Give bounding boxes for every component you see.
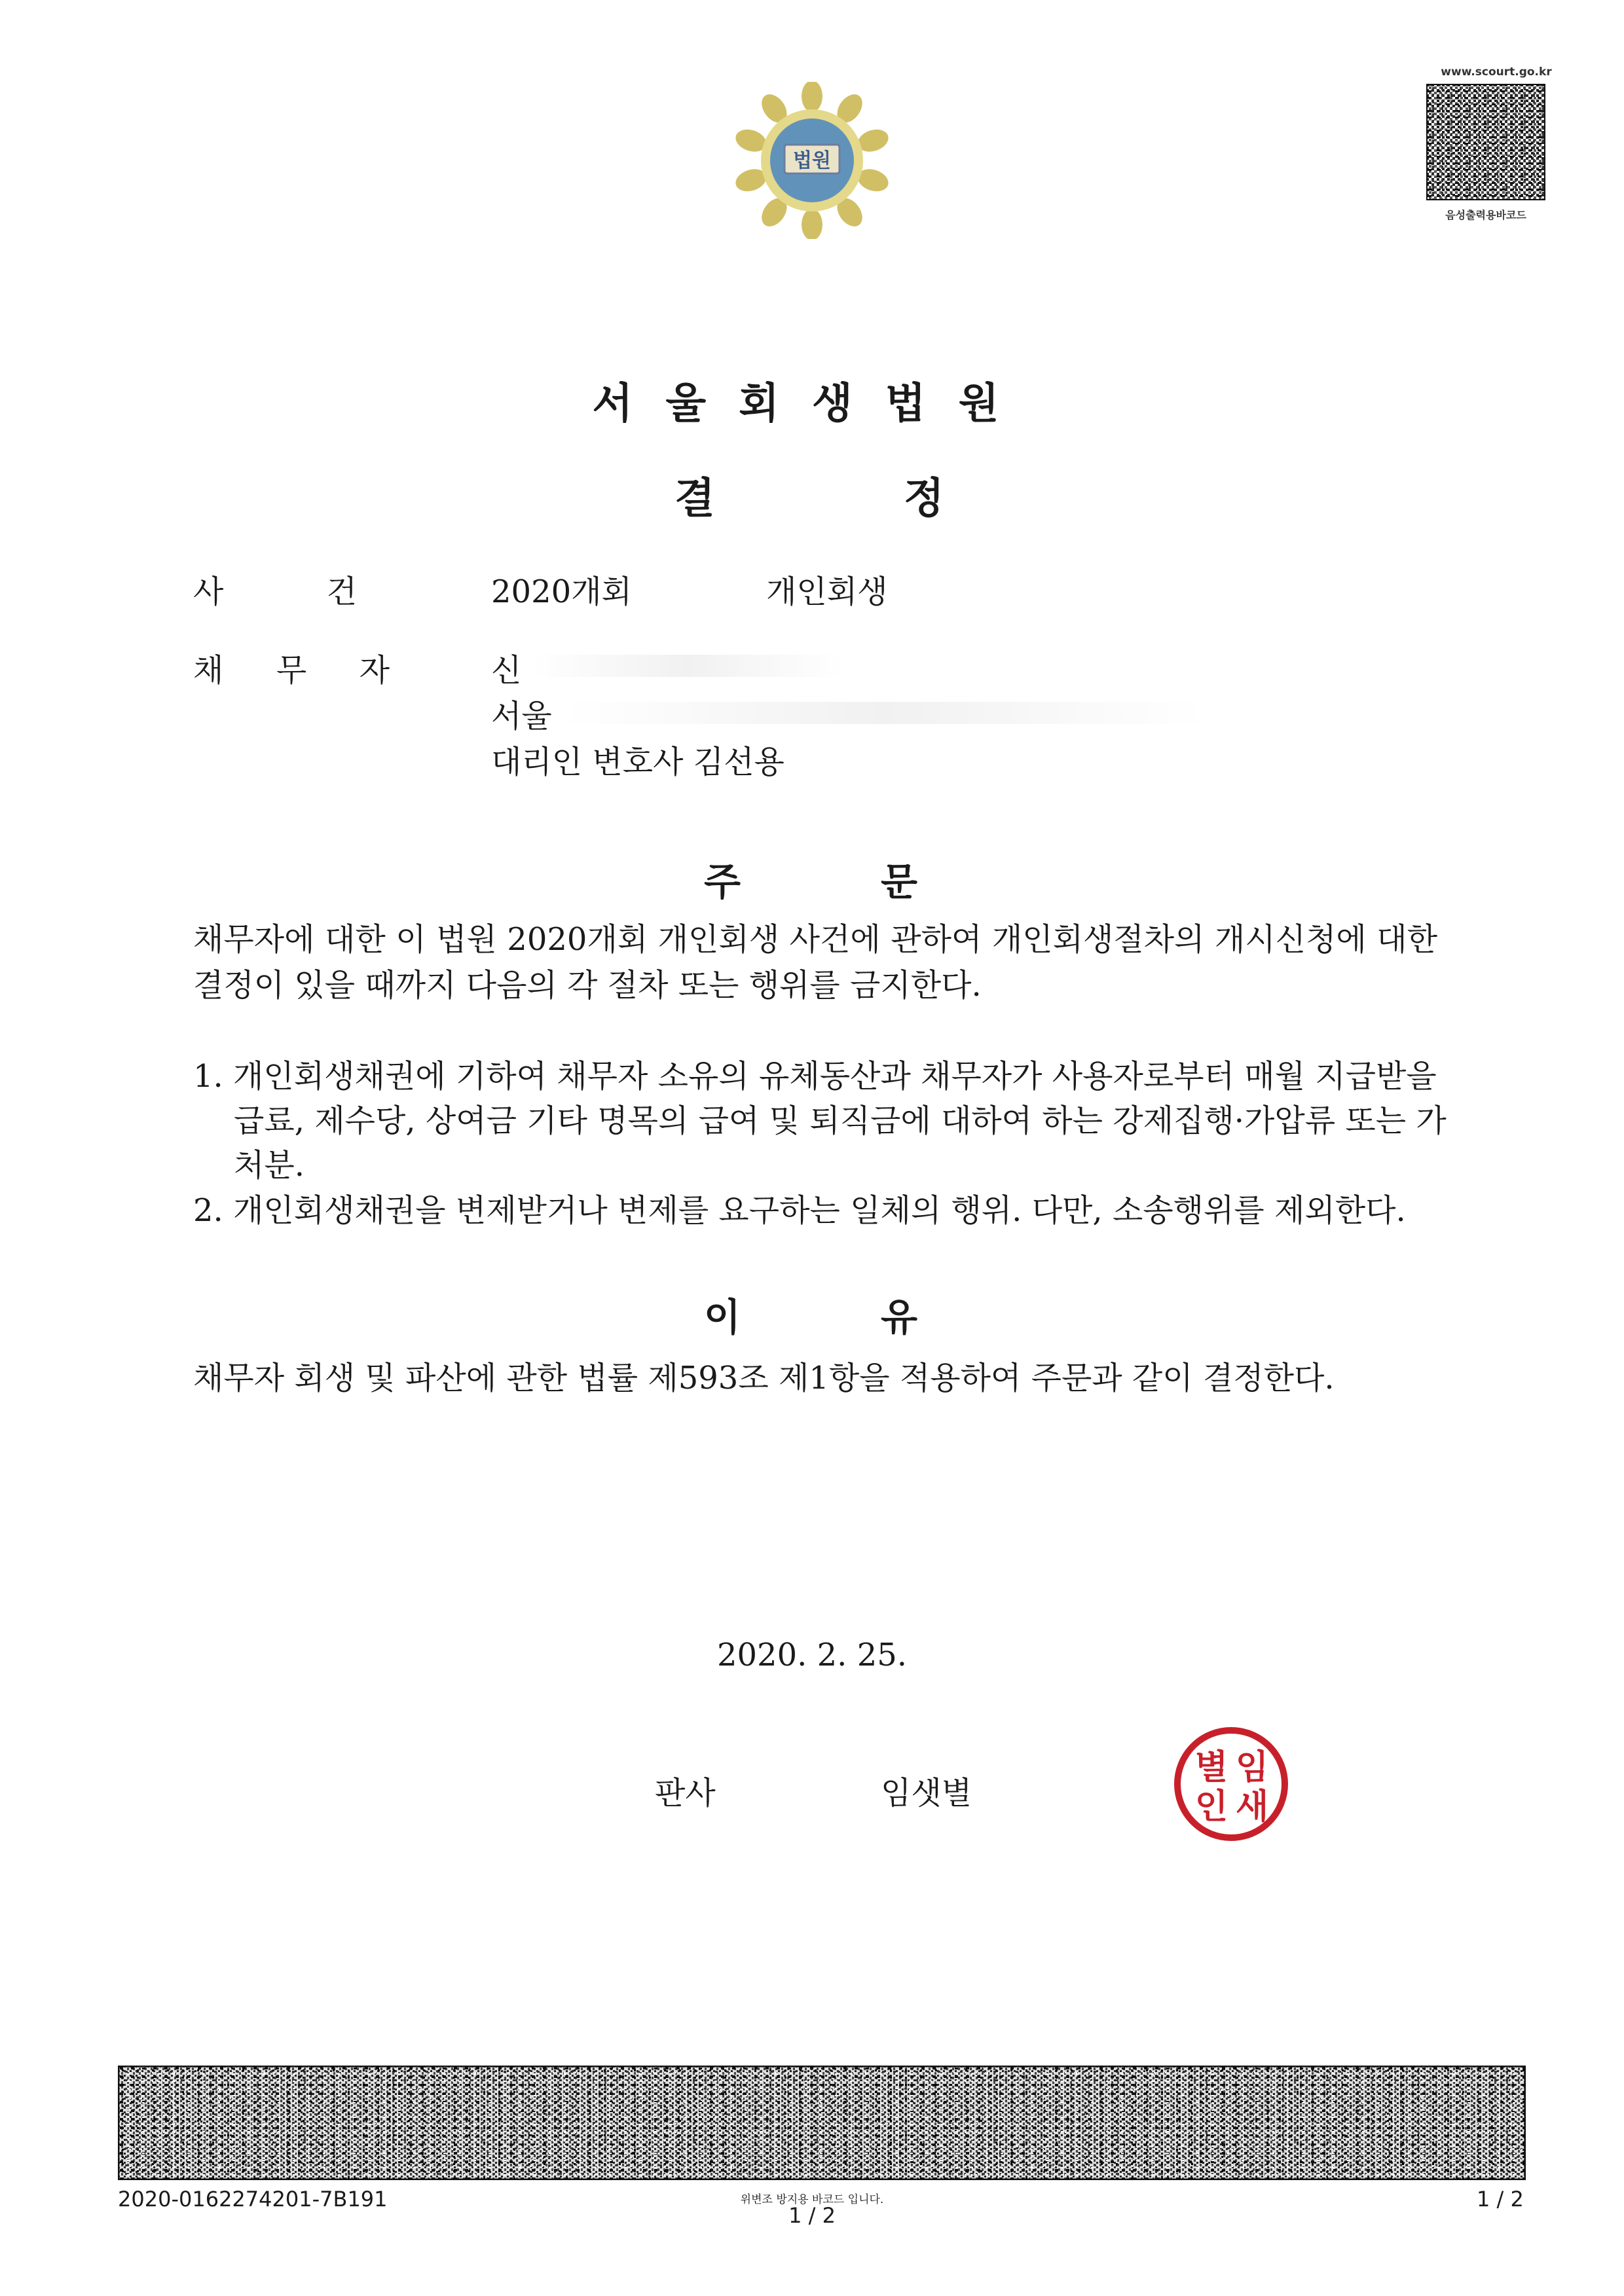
- reason-text: 채무자 회생 및 파산에 관한 법률 제593조 제1항을 적용하여 주문과 같이 결정한다.: [193, 1360, 1335, 1396]
- court-name: 서울회생법원: [592, 379, 1032, 428]
- qr-site-url: www.scourt.go.kr: [1441, 65, 1552, 79]
- svg-text:새: 새: [1235, 1787, 1269, 1827]
- reason-heading-char-2: 유: [881, 1295, 918, 1339]
- qr-caption: 음성출력용바코드: [1445, 209, 1526, 221]
- judge-label: 판사: [655, 1775, 716, 1812]
- judge-name: 임샛별: [881, 1775, 972, 1812]
- case-number: 2020개회: [491, 574, 632, 610]
- svg-text:임: 임: [1235, 1747, 1269, 1787]
- debtor-label: 채 무 자: [193, 652, 390, 689]
- barcode-note: 위변조 방지용 바코드 입니다.: [740, 2193, 884, 2206]
- order-heading-char-1: 주: [704, 860, 741, 904]
- svg-text:인: 인: [1194, 1787, 1228, 1827]
- debtor-address: 서울: [491, 698, 552, 735]
- debtor-agent: 대리인 변호사 김선용: [491, 744, 784, 780]
- judge-seal: [1166, 1719, 1297, 1850]
- emblem-label: 법원: [793, 149, 831, 172]
- page-indicator-center: 1 / 2: [788, 2203, 836, 2228]
- document-number: 2020-0162274201-7B191: [118, 2187, 388, 2212]
- document-title-char-2: 정: [904, 474, 944, 523]
- document-title-char-1: 결: [674, 474, 715, 523]
- case-label: 사 건: [193, 574, 357, 610]
- redaction-mark: [563, 702, 1205, 724]
- qr-code: [1426, 84, 1545, 200]
- order-intro: 채무자에 대한 이 법원 2020개회 개인회생 사건에 관하여 개인회생절차의 개시신청에 대한 결정이 있을 때까지 다음의 각 절차 또는 행위를 금지한다.: [193, 921, 1437, 1004]
- page-indicator-right: 1 / 2: [1477, 2187, 1524, 2212]
- order-heading-char-2: 문: [881, 860, 918, 904]
- court-emblem: [733, 82, 891, 239]
- redaction-mark: [530, 655, 845, 677]
- reason-heading: [0, 1286, 1624, 1339]
- reason-heading-char-1: 이: [704, 1295, 741, 1339]
- anti-forgery-barcode: [118, 2066, 1526, 2180]
- debtor-name: 신: [491, 652, 522, 689]
- order-heading: [0, 851, 1624, 904]
- order-item-2: 2. 개인회생채권을 변제받거나 변제를 요구하는 일체의 행위. 다만, 소송행위를 제외한다.: [193, 1192, 1406, 1229]
- svg-text:별: 별: [1194, 1747, 1228, 1787]
- decision-date: 2020. 2. 25.: [716, 1637, 908, 1673]
- case-type: 개인회생: [766, 574, 888, 610]
- order-item-1: 1. 개인회생채권에 기하여 채무자 소유의 유체동산과 채무자가 사용자로부터 매월 지급받을 급료, 제수당, 상여금 기타 명목의 급여 및 퇴직금에 대하여 하는 강제집행·가압류 또는 가처분.: [193, 1058, 1447, 1184]
